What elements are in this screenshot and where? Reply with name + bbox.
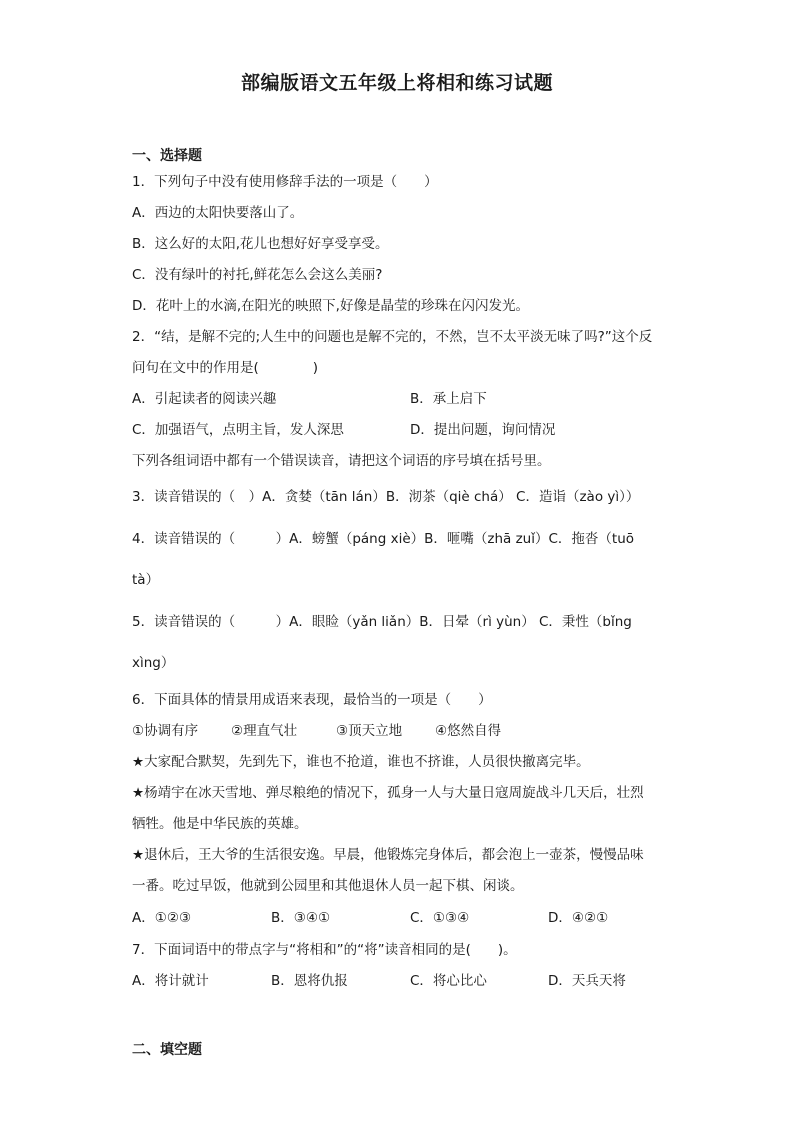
section-heading-choice: 一、选择题 (132, 148, 202, 164)
question-6-scenario-1: ★大家配合默契，先到先下，谁也不抢道，谁也不挤谁，人员很快撤离完毕。 (132, 754, 590, 770)
question-7-option-d: D．天兵天将 (548, 973, 626, 989)
question-6-choice-3: ③顶天立地 (336, 723, 403, 739)
question-1-option-d: D．花叶上的水滴,在阳光的映照下,好像是晶莹的珍珠在闪闪发光。 (132, 298, 529, 314)
question-1-option-a: A．西边的太阳快要落山了。 (132, 205, 304, 221)
question-2-option-c: C．加强语气，点明主旨，发人深思 (132, 422, 344, 438)
question-7-stem: 7．下面词语中的带点字与“将相和”的“将”读音相同的是( )。 (132, 942, 517, 958)
question-6-scenario-2-line2: 牺牲。他是中华民族的英雄。 (132, 816, 308, 832)
question-6-scenario-3-line2: 一番。吃过早饭，他就到公园里和其他退休人员一起下棋、闲谈。 (132, 878, 524, 894)
question-6-option-c: C．①③④ (410, 910, 470, 926)
question-5-line1: 5．读音错误的（ ）A．眼睑（yǎn liǎn）B．日晕（rì yùn） C．秉性（bǐng (132, 614, 632, 630)
question-4-line1: 4．读音错误的（ ）A．螃蟹（páng xiè）B．咂嘴（zhā zuǐ）C．拖沓（tuō (132, 531, 635, 547)
instruction-text: 下列各组词语中都有一个错误读音，请把这个词语的序号填在括号里。 (132, 453, 551, 469)
question-6-option-d: D．④②① (548, 910, 609, 926)
question-2-stem-line1: 2．“结，是解不完的;人生中的问题也是解不完的，不然，岂不太平淡无味了吗?”这个反 (132, 329, 653, 345)
question-3: 3．读音错误的（ ）A．贪婪（tān lán）B．沏茶（qiè chá） C．造诣（zào yì）） (132, 489, 640, 505)
question-6-choice-1: ①协调有序 (132, 723, 199, 739)
question-7-option-c: C．将心比心 (410, 973, 487, 989)
question-2-option-a: A．引起读者的阅读兴趣 (132, 391, 277, 407)
question-6-scenario-2-line1: ★杨靖宇在冰天雪地、弹尽粮绝的情况下，孤身一人与大量日寇周旋战斗几天后，壮烈 (132, 785, 644, 801)
question-4-line2: tà） (132, 572, 160, 588)
question-7-option-a: A．将计就计 (132, 973, 209, 989)
question-7-option-b: B．恩将仇报 (271, 973, 348, 989)
question-6-choice-2: ②理直气壮 (231, 723, 298, 739)
question-1-stem: 1．下列句子中没有使用修辞手法的一项是（ ） (132, 174, 438, 190)
question-5-line2: xìng） (132, 655, 175, 671)
question-2-stem-line2: 问句在文中的作用是( ) (132, 360, 319, 376)
question-6-option-a: A．①②③ (132, 910, 192, 926)
question-6-scenario-3-line1: ★退休后，王大爷的生活很安逸。早晨，他锻炼完身体后，都会泡上一壶茶，慢慢品味 (132, 847, 644, 863)
page-title: 部编版语文五年级上将相和练习试题 (240, 72, 553, 94)
question-6-stem: 6．下面具体的情景用成语来表现，最恰当的一项是（ ） (132, 692, 492, 708)
question-6-option-b: B．③④① (271, 910, 331, 926)
question-1-option-b: B．这么好的太阳,花儿也想好好享受享受。 (132, 236, 389, 252)
question-2-option-d: D．提出问题，询问情况 (410, 422, 556, 438)
question-6-choice-4: ④悠然自得 (435, 723, 502, 739)
question-2-option-b: B．承上启下 (410, 391, 487, 407)
question-1-option-c: C．没有绿叶的衬托,鲜花怎么会这么美丽? (132, 267, 383, 283)
section-heading-fill-blank: 二、填空题 (132, 1042, 202, 1058)
